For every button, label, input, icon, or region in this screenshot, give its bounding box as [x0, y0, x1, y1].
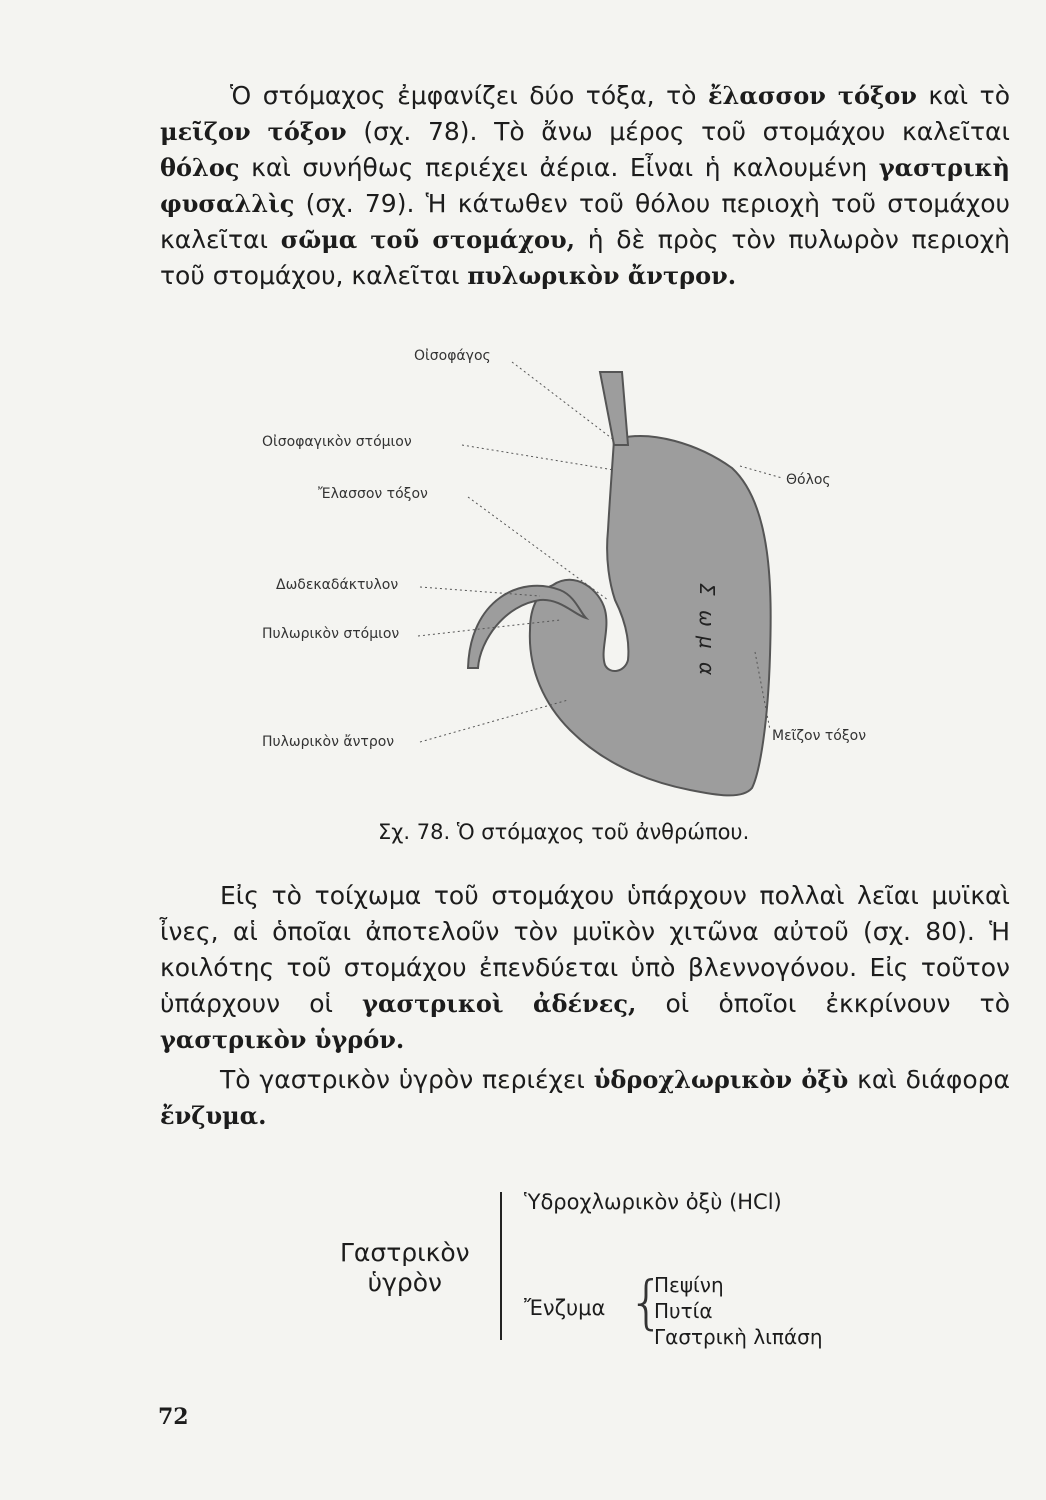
table-acid: Ὑδροχλωρικὸν ὀξὺ (HCl): [524, 1190, 782, 1214]
paragraph-stomach-wall: [160, 878, 1010, 1058]
brace-icon: {: [628, 1268, 665, 1336]
table-enzymes-label: Ἔνζυμα: [524, 1296, 606, 1320]
label-dodekadaktylon: Δωδεκαδάκτυλον: [276, 577, 399, 593]
table-enzymes-list: [654, 1272, 823, 1350]
bold-term: γαστρικοὶ ἀδένες,: [362, 989, 637, 1018]
paragraph-gastric-juice: [160, 1062, 1010, 1134]
svg-text:α: α: [695, 662, 719, 676]
label-tholos: Θόλος: [786, 472, 831, 488]
bold-term: γαστρικὴ φυσαλλὶς: [160, 153, 1010, 218]
svg-text:μ: μ: [695, 636, 719, 649]
bold-term: μεῖζον τόξον: [160, 117, 347, 146]
bold-term: πυλωρικὸν ἄντρον.: [467, 261, 737, 290]
label-pylorikon-stomion: Πυλωρικὸν στόμιον: [262, 626, 400, 642]
table-divider: [500, 1192, 502, 1340]
enzyme-item: Πυτία: [654, 1299, 713, 1323]
text-run: (σχ. 79). Ἡ κάτωθεν τοῦ θόλου περιοχὴ τοῦ στομάχου καλεῖται: [160, 189, 1010, 254]
svg-text:Σ: Σ: [695, 583, 719, 596]
bold-term: ὑδροχλωρικὸν ὀξὺ: [593, 1065, 849, 1094]
bold-term: ἔλασσον τόξον: [707, 81, 917, 110]
text-run: ἡ δὲ πρὸς τὸν πυλωρὸν περιοχὴ τοῦ στομάχου, καλεῖται: [160, 225, 1010, 290]
label-meizon-toxon: Μεῖζον τόξον: [772, 728, 867, 744]
label-oisofagos: Οἰσοφάγος: [414, 348, 491, 364]
page-number: 72: [158, 1404, 189, 1430]
text-run: Ὁ στόμαχος ἐμφανίζει δύο τόξα, τὸ: [230, 81, 708, 110]
enzyme-item: Γαστρικὴ λιπάση: [654, 1325, 823, 1349]
bold-term: ἔνζυμα.: [160, 1101, 267, 1130]
text-run: καὶ τὸ: [916, 81, 1010, 110]
text-run: καὶ διάφορα: [848, 1065, 1010, 1094]
label-elasson-toxon: Ἔλασσον τόξον: [318, 486, 428, 502]
bold-term: σῶμα τοῦ στομάχου,: [280, 225, 576, 254]
bold-term: θόλος: [160, 153, 240, 182]
table-left-line1: Γαστρικὸν: [340, 1238, 470, 1267]
esophagus-shape: [600, 372, 628, 445]
stomach-shape: [530, 436, 771, 795]
table-left-label: [340, 1238, 470, 1298]
bold-term: γαστρικὸν ὑγρόν.: [160, 1025, 405, 1054]
svg-text:ω: ω: [695, 610, 719, 627]
figure-caption: Σχ. 78. Ὁ στόμαχος τοῦ ἀνθρώπου.: [378, 820, 750, 844]
text-run: οἱ ὁποῖοι ἐκκρίνουν τὸ: [636, 989, 1010, 1018]
table-left-line2: ὑγρὸν: [367, 1268, 443, 1297]
text-run: Τὸ γαστρικὸν ὑγρὸν περιέχει: [220, 1065, 594, 1094]
label-pylorikon-antron: Πυλωρικὸν ἄντρον: [262, 734, 395, 750]
text-run: (σχ. 78). Τὸ ἄνω μέρος τοῦ στομάχου καλεῖται: [346, 117, 1010, 146]
text-run: Εἰς τὸ τοίχωμα τοῦ στομάχου ὑπάρχουν πολλαὶ λεῖαι μυϊκαὶ ἶνες, αἱ ὁποῖαι ἀποτελοῦν τὸν μυϊκὸν χιτῶνα αὐτοῦ (σχ. 80). Ἡ κοιλότης τοῦ στομάχου ἐπενδύεται ὑπὸ βλεννογόνου. Εἰς τοῦτον ὑπάρχουν οἱ: [160, 881, 1010, 1018]
enzyme-item: Πεψίνη: [654, 1273, 724, 1297]
text-run: καὶ συνήθως περιέχει ἀέρια. Εἶναι ἡ καλουμένη: [239, 153, 879, 182]
label-oisofagikon-stomion: Οἰσοφαγικὸν στόμιον: [262, 434, 412, 450]
